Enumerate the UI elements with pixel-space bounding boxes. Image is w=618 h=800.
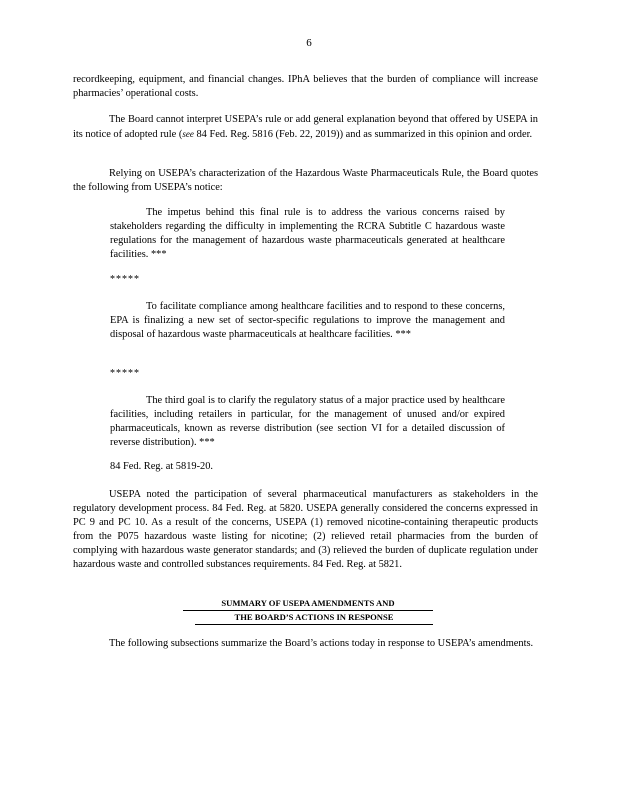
block-quote-third-goal: The third goal is to clarify the regulatory status of a major practice used by healthcare facilities, including retailers in particular, for the management of unused and/or expired pharmaceuticals, known as reverse distribution (see section VI for a detailed discussion of reverse distribution). *** bbox=[110, 395, 505, 448]
paragraph-board-interpretation-pre: The Board cannot interpret USEPA’s rule or add general explanation beyond that offered by USEPA in its notice of adopted rule ( bbox=[73, 114, 538, 140]
ellipsis-stars: ***** bbox=[110, 368, 140, 379]
paragraph-following-subsections: The following subsections summarize the Board’s actions today in response to USEPA’s amendments. bbox=[109, 638, 534, 649]
section-heading bbox=[183, 597, 433, 625]
paragraph-compliance-burden: recordkeeping, equipment, and financial changes. IPhA believes that the burden of compliance will increase pharmacies’ operational costs. bbox=[73, 74, 538, 99]
section-heading-line-2: THE BOARD’S ACTIONS IN RESPONSE bbox=[195, 611, 433, 625]
paragraph-board-interpretation-post: 84 Fed. Reg. 5816 (Feb. 22, 2019)) and as summarized in this opinion and order. bbox=[193, 129, 533, 140]
block-quote-impetus: The impetus behind this final rule is to address the various concerns raised by stakeholders regarding the difficulty in implementing the RCRA Subtitle C hazardous waste regulations for the management of hazardous waste pharmaceuticals generated at healthcare facilities. *** bbox=[110, 207, 505, 260]
see-signal: see bbox=[182, 129, 194, 139]
paragraph-usepa-characterization: Relying on USEPA’s characterization of the Hazardous Waste Pharmaceuticals Rule, the Board quotes the following from USEPA’s notice: bbox=[73, 168, 538, 193]
paragraph-board-interpretation bbox=[73, 113, 538, 142]
citation: 84 Fed. Reg. at 5819-20. bbox=[110, 461, 214, 472]
paragraph-usepa-stakeholders: USEPA noted the participation of several pharmaceutical manufacturers as stakeholders in the regulatory development process. 84 Fed. Reg. at 5820. USEPA generally considered the concerns expressed in PC 9 and PC 10. As a result of the concerns, USEPA (1) removed nicotine-containing therapeutic products from the P075 hazardous waste listing for nicotine; (2) relieved retail pharmacies from the burden of complying with hazardous waste generator standards; and (3) relieved the burden of duplicate regulation under hazardous waste and controlled substances requirements. 84 Fed. Reg. at 5821. bbox=[73, 489, 538, 570]
block-quote-facilitate: To facilitate compliance among healthcare facilities and to respond to these concerns, EPA is finalizing a new set of sector-specific regulations to improve the management and disposal of hazardous waste pharmaceuticals at healthcare facilities. *** bbox=[110, 301, 505, 340]
page-number: 6 bbox=[306, 37, 312, 49]
ellipsis-stars: ***** bbox=[110, 274, 140, 285]
section-heading-line-1: SUMMARY OF USEPA AMENDMENTS AND bbox=[183, 597, 433, 611]
